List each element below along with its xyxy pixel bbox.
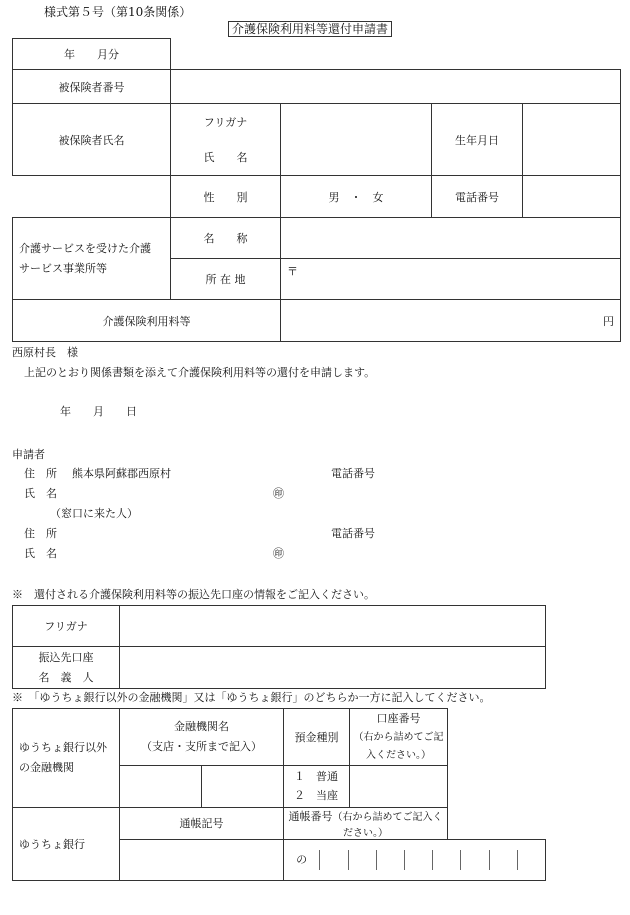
other-bank-label: ゆうちょ銀行以外 の金融機関 [13, 709, 120, 808]
holder-furigana-label: フリガナ [13, 606, 120, 647]
address1-label: 住 所 [24, 467, 57, 480]
passbook-code-header: 通帳記号 [120, 807, 284, 839]
bank-note-1: ※ 還付される介護保険利用料等の振込先口座の情報をご記入ください。 [12, 588, 375, 601]
passbook-number-boxes[interactable] [284, 839, 546, 880]
institution-header: 金融機関名 （支店・支所まで記入） [120, 709, 284, 766]
bank-note-2: ※ 「ゆうちょ銀行以外の金融機関」又は「ゆうちょ銀行」のどちらか一方に記入してください。 [12, 691, 491, 704]
fee-label: 介護保険利用料等 [13, 300, 281, 342]
deposit-type-options[interactable]: １ 普通 ２ 当座 [284, 765, 350, 807]
yen-unit: 円 [603, 314, 614, 328]
insured-number-field[interactable] [171, 70, 621, 104]
insured-name-label: 被保険者氏名 [13, 104, 171, 176]
account-number-boxes[interactable] [350, 765, 448, 807]
address2-label: 住 所 [24, 527, 57, 540]
provider-name-label: 名 称 [171, 218, 281, 259]
birth-date-field[interactable] [523, 104, 621, 176]
application-date[interactable]: 年 月 日 [60, 405, 137, 418]
holder-name-field[interactable] [120, 647, 546, 689]
branch-name-field[interactable] [202, 765, 284, 807]
provider-address-label: 所 在 地 [171, 259, 281, 300]
no-separator: の [284, 850, 320, 870]
gender-options[interactable]: 男 ・ 女 [281, 176, 432, 218]
provider-label: 介護サービスを受けた介護 サービス事業所等 [13, 218, 171, 300]
phone2-label: 電話番号 [331, 527, 375, 540]
insured-number-label: 被保険者番号 [13, 70, 171, 104]
applicant-heading: 申請者 [12, 448, 45, 461]
phone-label: 電話番号 [432, 176, 523, 218]
form-number: 様式第５号（第10条関係） [44, 5, 192, 19]
bank-table [12, 708, 546, 881]
name1-label: 氏 名 [24, 487, 57, 500]
year-month-field[interactable]: 年 月分 [13, 39, 171, 70]
provider-address-field[interactable] [281, 259, 621, 300]
request-text: 上記のとおり関係書類を添えて介護保険利用料等の還付を申請します。 [24, 366, 376, 379]
passbook-code-boxes[interactable] [120, 839, 284, 880]
fee-field[interactable] [281, 300, 621, 342]
gender-label: 性 別 [171, 176, 281, 218]
phone-field[interactable] [523, 176, 621, 218]
holder-name-label: 振込先口座 名 義 人 [13, 647, 120, 689]
top-table [12, 38, 621, 342]
postal-mark: 〒 [287, 265, 298, 278]
holder-furigana-boxes[interactable] [120, 606, 546, 647]
passbook-number-header: 通帳番号（右から詰めてご記入ください。） [284, 807, 448, 839]
seal2-icon: ㊞ [273, 547, 284, 560]
yucho-label: ゆうちょ銀行 [13, 807, 120, 880]
birth-date-label: 生年月日 [432, 104, 523, 176]
deposit-type-header: 預金種別 [284, 709, 350, 766]
provider-name-field[interactable] [281, 218, 621, 259]
name2-label: 氏 名 [24, 547, 57, 560]
phone1-label: 電話番号 [331, 467, 375, 480]
furigana-label: フリガナ [171, 104, 281, 140]
bank-name-field[interactable] [120, 765, 202, 807]
account-holder-table [12, 605, 546, 689]
address1-value[interactable]: 熊本県阿蘇郡西原村 [72, 467, 171, 480]
name-field[interactable] [281, 104, 432, 176]
form-title: 介護保険利用料等還付申請書 [228, 21, 392, 37]
name-label: 氏 名 [171, 140, 281, 176]
account-number-header: 口座番号 （右から詰めてご記入ください。） [350, 709, 448, 766]
seal1-icon: ㊞ [273, 487, 284, 500]
addressee: 西原村長 様 [12, 346, 78, 359]
window-person-note: （窓口に来た人） [50, 507, 138, 520]
